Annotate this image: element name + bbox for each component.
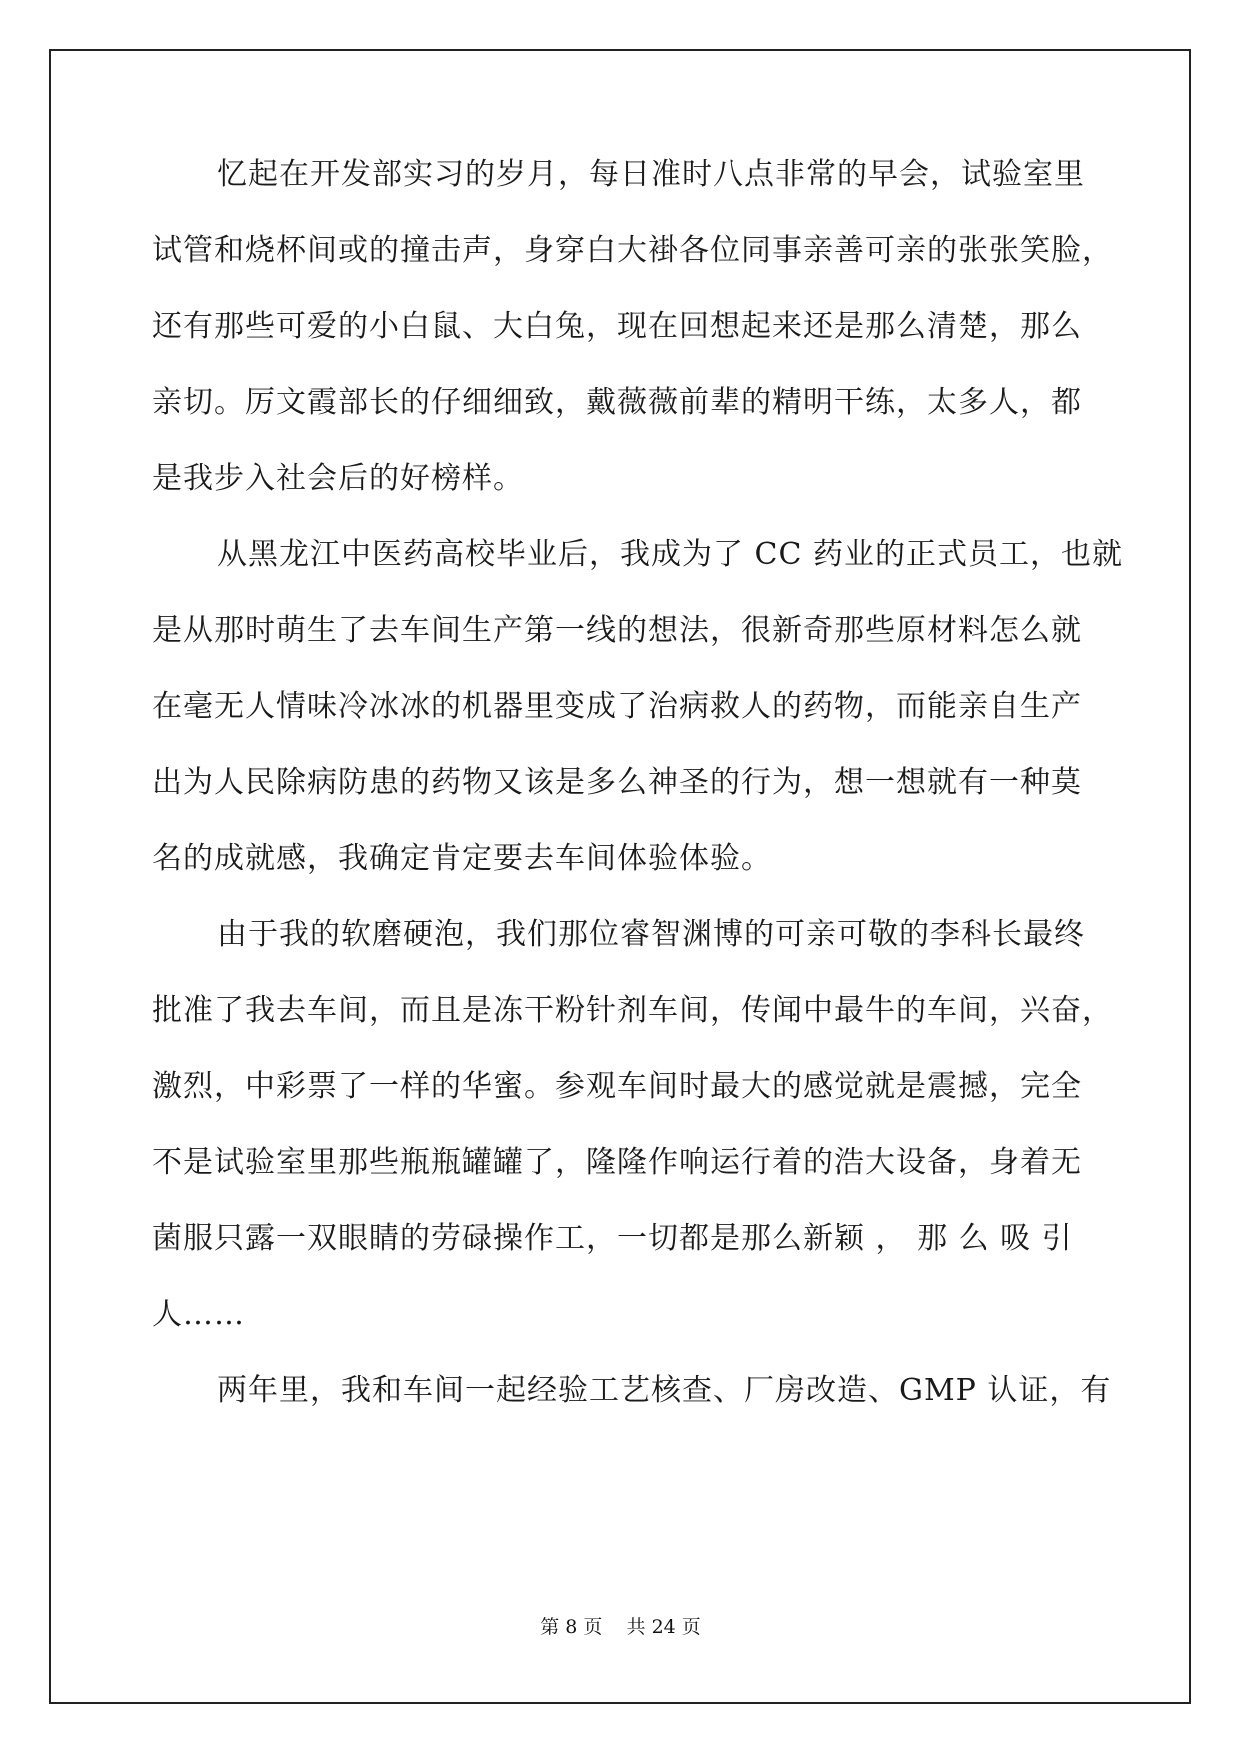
text-line: 还有那些可爱的小白鼠、大白兔，现在回想起来还是那么清楚，那么: [152, 309, 1082, 344]
text-line: 在毫无人情味冷冰冰的机器里变成了治病救人的药物，而能亲自生产: [152, 689, 1082, 724]
text-line: 由于我的软磨硬泡，我们那位睿智渊博的可亲可敬的李科长最终: [217, 917, 1085, 952]
text-line: 两年里，我和车间一起经验工艺核查、厂房改造、GMP 认证，有: [217, 1373, 1112, 1408]
text-line: 菌服只露一双眼睛的劳碌操作工，一切都是那么新颖 ， 那 么 吸 引: [152, 1221, 1073, 1256]
text-line: 试管和烧杯间或的撞击声，身穿白大褂各位同事亲善可亲的张张笑脸，: [152, 233, 1113, 268]
text-line: 是从那时萌生了去车间生产第一线的想法，很新奇那些原材料怎么就: [152, 613, 1082, 648]
text-line: 出为人民除病防患的药物又该是多么神圣的行为，想一想就有一种莫: [152, 765, 1082, 800]
text-line: 批准了我去车间，而且是冻干粉针剂车间，传闻中最牛的车间，兴奋，: [152, 993, 1113, 1028]
text-line: 从黑龙江中医药高校毕业后，我成为了 CC 药业的正式员工，也就: [217, 537, 1123, 572]
text-line: 忆起在开发部实习的岁月，每日准时八点非常的早会，试验室里: [217, 157, 1085, 192]
total-pages: 共 24 页: [626, 1616, 701, 1638]
text-line: 不是试验室里那些瓶瓶罐罐了，隆隆作响运行着的浩大设备，身着无: [152, 1145, 1082, 1180]
page-number: 第 8 页: [540, 1616, 603, 1638]
text-line: 亲切。厉文霞部长的仔细细致，戴薇薇前辈的精明干练，太多人，都: [152, 385, 1082, 420]
text-line: 是我步入社会后的好榜样。: [152, 461, 524, 496]
text-line: 人……: [152, 1297, 245, 1332]
page-footer: [0, 1612, 1241, 1639]
text-line: 激烈，中彩票了一样的华蜜。参观车间时最大的感觉就是震撼，完全: [152, 1069, 1082, 1104]
text-line: 名的成就感，我确定肯定要去车间体验体验。: [152, 841, 772, 876]
